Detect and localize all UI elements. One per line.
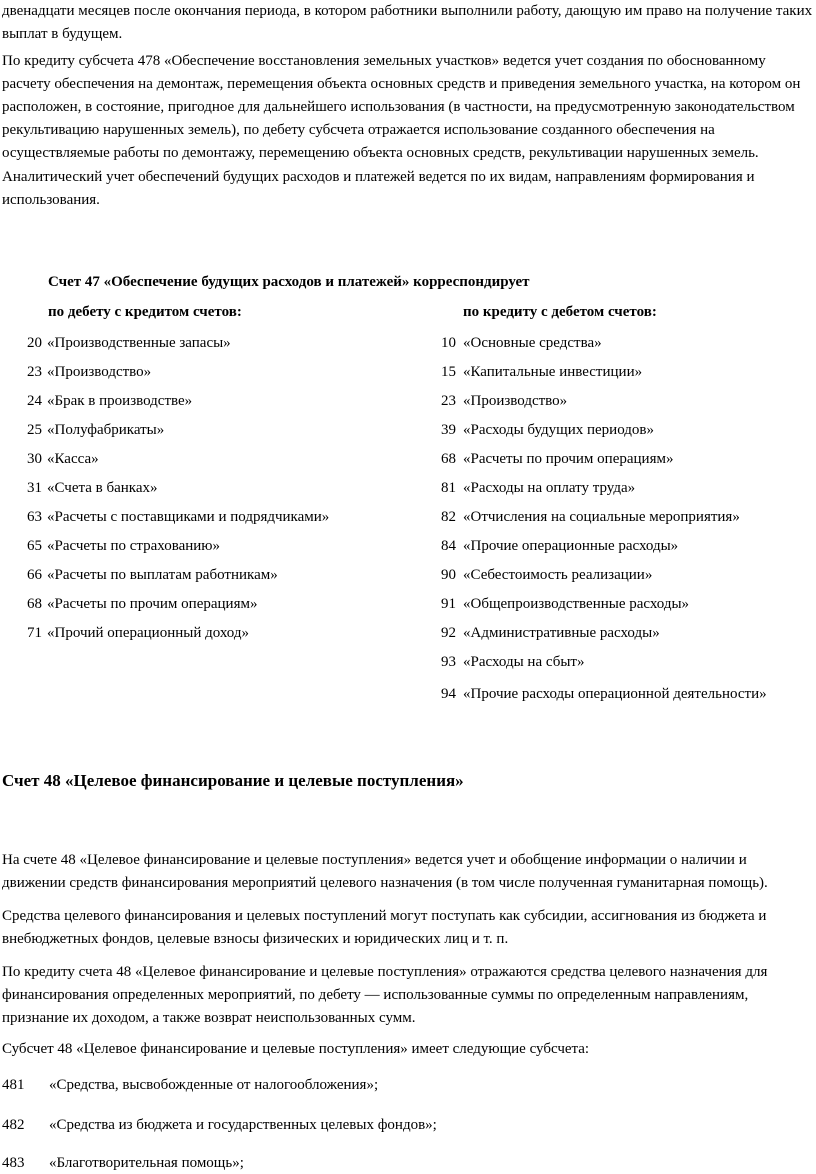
subaccount-code: 482 bbox=[2, 1117, 25, 1133]
credit-header: по кредиту с дебетом счетов: bbox=[463, 304, 657, 320]
credit-account-name: «Прочие расходы операционной деятельности» bbox=[463, 686, 767, 702]
debit-account-name: «Расчеты по прочим операциям» bbox=[47, 596, 258, 612]
paragraph-account48-subaccounts: Субсчет 48 «Целевое финансирование и целевые поступления» имеет следующие субсчета: bbox=[2, 1041, 590, 1057]
debit-account-name: «Касса» bbox=[47, 451, 99, 467]
debit-account-code: 31 bbox=[27, 480, 42, 496]
credit-account-code: 94 bbox=[441, 686, 456, 702]
subaccount-name: «Благотворительная помощь»; bbox=[49, 1155, 244, 1171]
credit-account-name: «Прочие операционные расходы» bbox=[463, 538, 679, 554]
account47-heading: Счет 47 «Обеспечение будущих расходов и платежей» корреспондирует bbox=[48, 274, 530, 290]
debit-account-code: 63 bbox=[27, 509, 42, 525]
paragraph-subaccount-478: По кредиту субсчета 478 «Обеспечение восстановления земельных участков» ведется учет создания по обоснованному расчету обеспечения на демонтаж, перемещения объекта основных средств и приведения земельного участка, на котором он расположен, в состояние, пригодное для дальнейшего использования (в частности, на предусмотренную законодательством рекультивацию нарушенных земель), по дебету субсчета отражается использование созданного обеспечения на осуществляемые работы по демонтажу, перемещению объекта основных средств, рекультивации нарушенных земель. bbox=[2, 53, 801, 161]
credit-account-code: 68 bbox=[441, 451, 456, 467]
debit-account-code: 68 bbox=[27, 596, 42, 612]
paragraph-continuation: двенадцати месяцев после окончания периода, в котором работники выполнили работу, дающую им право на получение таких выплат в будущем. bbox=[2, 3, 813, 42]
credit-account-code: 23 bbox=[441, 393, 456, 409]
paragraph-analytics: Аналитический учет обеспечений будущих расходов и платежей ведется по их видам, направлениям формирования и использования. bbox=[2, 169, 755, 208]
debit-account-code: 23 bbox=[27, 364, 42, 380]
subaccount-code: 481 bbox=[2, 1077, 25, 1093]
account48-title: Счет 48 «Целевое финансирование и целевые поступления» bbox=[2, 771, 464, 790]
credit-account-code: 15 bbox=[441, 364, 456, 380]
debit-account-name: «Счета в банках» bbox=[47, 480, 158, 496]
credit-account-code: 81 bbox=[441, 480, 456, 496]
debit-account-code: 71 bbox=[27, 625, 42, 641]
subaccount-name: «Средства из бюджета и государственных целевых фондов»; bbox=[49, 1117, 437, 1133]
credit-account-name: «Капитальные инвестиции» bbox=[463, 364, 643, 380]
debit-account-code: 24 bbox=[27, 393, 42, 409]
credit-account-name: «Расходы будущих периодов» bbox=[463, 422, 654, 438]
subaccount-code: 483 bbox=[2, 1155, 25, 1171]
credit-account-code: 92 bbox=[441, 625, 456, 641]
debit-account-name: «Полуфабрикаты» bbox=[47, 422, 165, 438]
credit-account-name: «Расходы на сбыт» bbox=[463, 654, 585, 670]
credit-account-code: 10 bbox=[441, 335, 456, 351]
debit-account-code: 25 bbox=[27, 422, 42, 438]
credit-account-code: 84 bbox=[441, 538, 456, 554]
credit-account-name: «Административные расходы» bbox=[463, 625, 660, 641]
credit-account-code: 93 bbox=[441, 654, 456, 670]
credit-account-name: «Расходы на оплату труда» bbox=[463, 480, 636, 496]
credit-account-code: 91 bbox=[441, 596, 456, 612]
debit-account-name: «Производство» bbox=[47, 364, 152, 380]
credit-account-name: «Основные средства» bbox=[463, 335, 602, 351]
debit-account-name: «Брак в производстве» bbox=[47, 393, 193, 409]
paragraph-account48-credit-debit: По кредиту счета 48 «Целевое финансирование и целевые поступления» отражаются средства целевого назначения для финансирования определенных мероприятий, по дебету — использованные суммы по определенным направлениям, признание их доходом, а также возврат неиспользованных сумм. bbox=[2, 964, 768, 1026]
subaccount-name: «Средства, высвобожденные от налогообложения»; bbox=[49, 1077, 379, 1093]
debit-account-name: «Прочий операционный доход» bbox=[47, 625, 249, 641]
debit-account-name: «Расчеты с поставщиками и подрядчиками» bbox=[47, 509, 330, 525]
credit-account-code: 90 bbox=[441, 567, 456, 583]
debit-header: по дебету с кредитом счетов: bbox=[48, 304, 242, 320]
paragraph-account48-intro: На счете 48 «Целевое финансирование и целевые поступления» ведется учет и обобщение информации о наличии и движении средств финансирования мероприятий целевого назначения (в том числе полученная гуманитарная помощь). bbox=[2, 852, 768, 891]
debit-account-code: 66 bbox=[27, 567, 42, 583]
credit-account-code: 82 bbox=[441, 509, 456, 525]
debit-account-code: 65 bbox=[27, 538, 42, 554]
debit-account-name: «Расчеты по страхованию» bbox=[47, 538, 221, 554]
credit-account-name: «Себестоимость реализации» bbox=[463, 567, 653, 583]
credit-account-name: «Расчеты по прочим операциям» bbox=[463, 451, 674, 467]
credit-account-name: «Отчисления на социальные мероприятия» bbox=[463, 509, 740, 525]
debit-account-code: 20 bbox=[27, 335, 42, 351]
paragraph-account48-sources: Средства целевого финансирования и целевых поступлений могут поступать как субсидии, ассигнования из бюджета и внебюджетных фондов, целевые взносы физических и юридических лиц и т. п. bbox=[2, 908, 767, 947]
debit-account-name: «Производственные запасы» bbox=[47, 335, 231, 351]
credit-account-code: 39 bbox=[441, 422, 456, 438]
credit-account-name: «Общепроизводственные расходы» bbox=[463, 596, 690, 612]
debit-account-name: «Расчеты по выплатам работникам» bbox=[47, 567, 278, 583]
credit-account-name: «Производство» bbox=[463, 393, 568, 409]
debit-account-code: 30 bbox=[27, 451, 42, 467]
